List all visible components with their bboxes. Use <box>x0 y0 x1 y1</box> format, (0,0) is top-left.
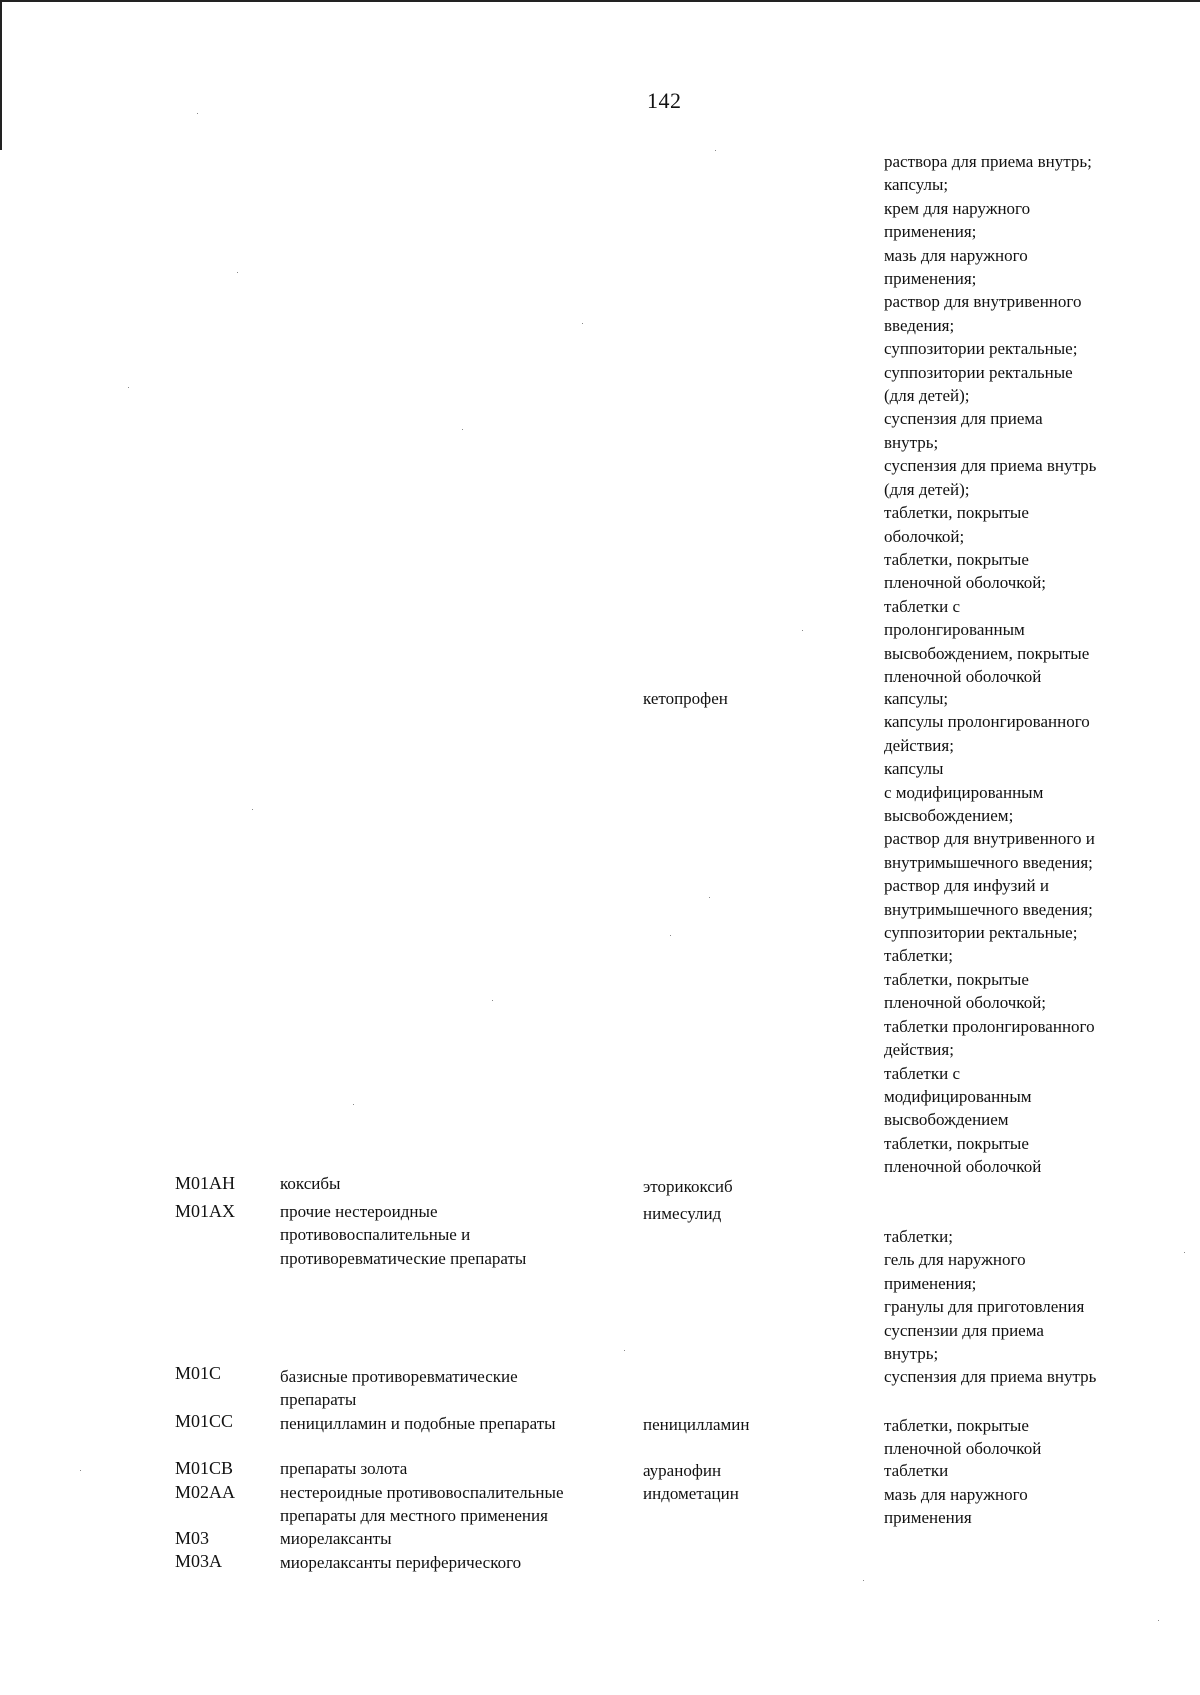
atc-group-cell: миорелаксанты периферического <box>280 1553 522 1572</box>
atc-code-cell: M01CB <box>175 1458 234 1478</box>
page-number: 142 <box>647 88 682 113</box>
scan-speck <box>128 387 129 388</box>
atc-group-cell: миорелаксанты <box>280 1529 392 1548</box>
scan-speck <box>197 113 198 114</box>
scan-speck <box>709 897 710 898</box>
atc-group-cell: базисные противоревматические препараты <box>280 1367 518 1410</box>
scan-speck <box>1158 1620 1159 1621</box>
atc-code-cell: M01AX <box>175 1201 236 1221</box>
atc-code-cell: M02AA <box>175 1482 236 1502</box>
drug-name-cell: кетопрофен <box>643 689 728 708</box>
drug-name-cell: нимесулид <box>643 1204 722 1223</box>
atc-group-cell: нестероидные противовоспалительные препараты для местного применения <box>280 1483 564 1526</box>
dosage-forms-cell: раствора для приема внутрь; капсулы; крем для наружного применения; мазь для наружного применения; раствор для внутривенного введения; суппозитории ректальные; суппозитории ректальные (для детей); суспензия для приема внутрь; суспензия для приема внутрь (для детей); таблетки, покрытые оболочкой; таблетки, покрытые пленочной оболочкой; таблетки с пролонгированным высвобождением, покрытые пленочной оболочкой <box>884 152 1097 686</box>
atc-code-cell: M01CC <box>175 1411 234 1431</box>
dosage-forms-cell: капсулы; капсулы пролонгированного действия; капсулы с модифицированным высвобождением; раствор для внутривенного и внутримышечного введения; раствор для инфузий и внутримышечного введения; суппозитории ректальные; таблетки; таблетки, покрытые пленочной оболочкой; таблетки пролонгированного действия; таблетки с модифицированным высвобождением таблетки, покрытые пленочной оболочкой <box>884 689 1095 1177</box>
scan-speck <box>802 630 803 631</box>
scan-speck <box>252 809 253 810</box>
scan-speck <box>80 1470 81 1471</box>
atc-group-cell: прочие нестероидные противовоспалительные и противоревматические препараты <box>280 1202 527 1268</box>
atc-group-cell: пеницилламин и подобные препараты <box>280 1414 556 1433</box>
dosage-forms-cell: таблетки <box>884 1461 949 1480</box>
scan-speck <box>670 935 671 936</box>
dosage-forms-cell: таблетки; гель для наружного применения; гранулы для приготовления суспензии для приема внутрь; суспензия для приема внутрь <box>884 1227 1097 1387</box>
scan-speck <box>624 1350 625 1351</box>
atc-code-cell: M01C <box>175 1363 222 1383</box>
atc-group-cell: коксибы <box>280 1174 341 1193</box>
atc-code-cell: M03A <box>175 1551 223 1571</box>
scan-speck <box>715 150 716 151</box>
scan-speck <box>237 272 238 273</box>
dosage-forms-cell: таблетки, покрытые пленочной оболочкой <box>884 1416 1042 1459</box>
scan-speck <box>492 1000 493 1001</box>
scan-speck <box>582 323 583 324</box>
dosage-forms-cell: мазь для наружного применения <box>884 1485 1028 1528</box>
drug-name-cell: эторикоксиб <box>643 1177 733 1196</box>
atc-code-cell: M03 <box>175 1528 210 1548</box>
drug-name-cell: ауранофин <box>643 1461 722 1480</box>
scan-top-edge <box>0 0 1200 2</box>
drug-name-cell: индометацин <box>643 1484 739 1503</box>
scan-speck <box>353 1104 354 1105</box>
atc-code-cell: M01AH <box>175 1173 236 1193</box>
scan-speck <box>863 1580 864 1581</box>
drug-name-cell: пеницилламин <box>643 1415 750 1434</box>
scan-speck <box>462 429 463 430</box>
scan-speck <box>1184 1252 1185 1253</box>
scan-left-edge <box>0 0 2 150</box>
atc-group-cell: препараты золота <box>280 1459 408 1478</box>
